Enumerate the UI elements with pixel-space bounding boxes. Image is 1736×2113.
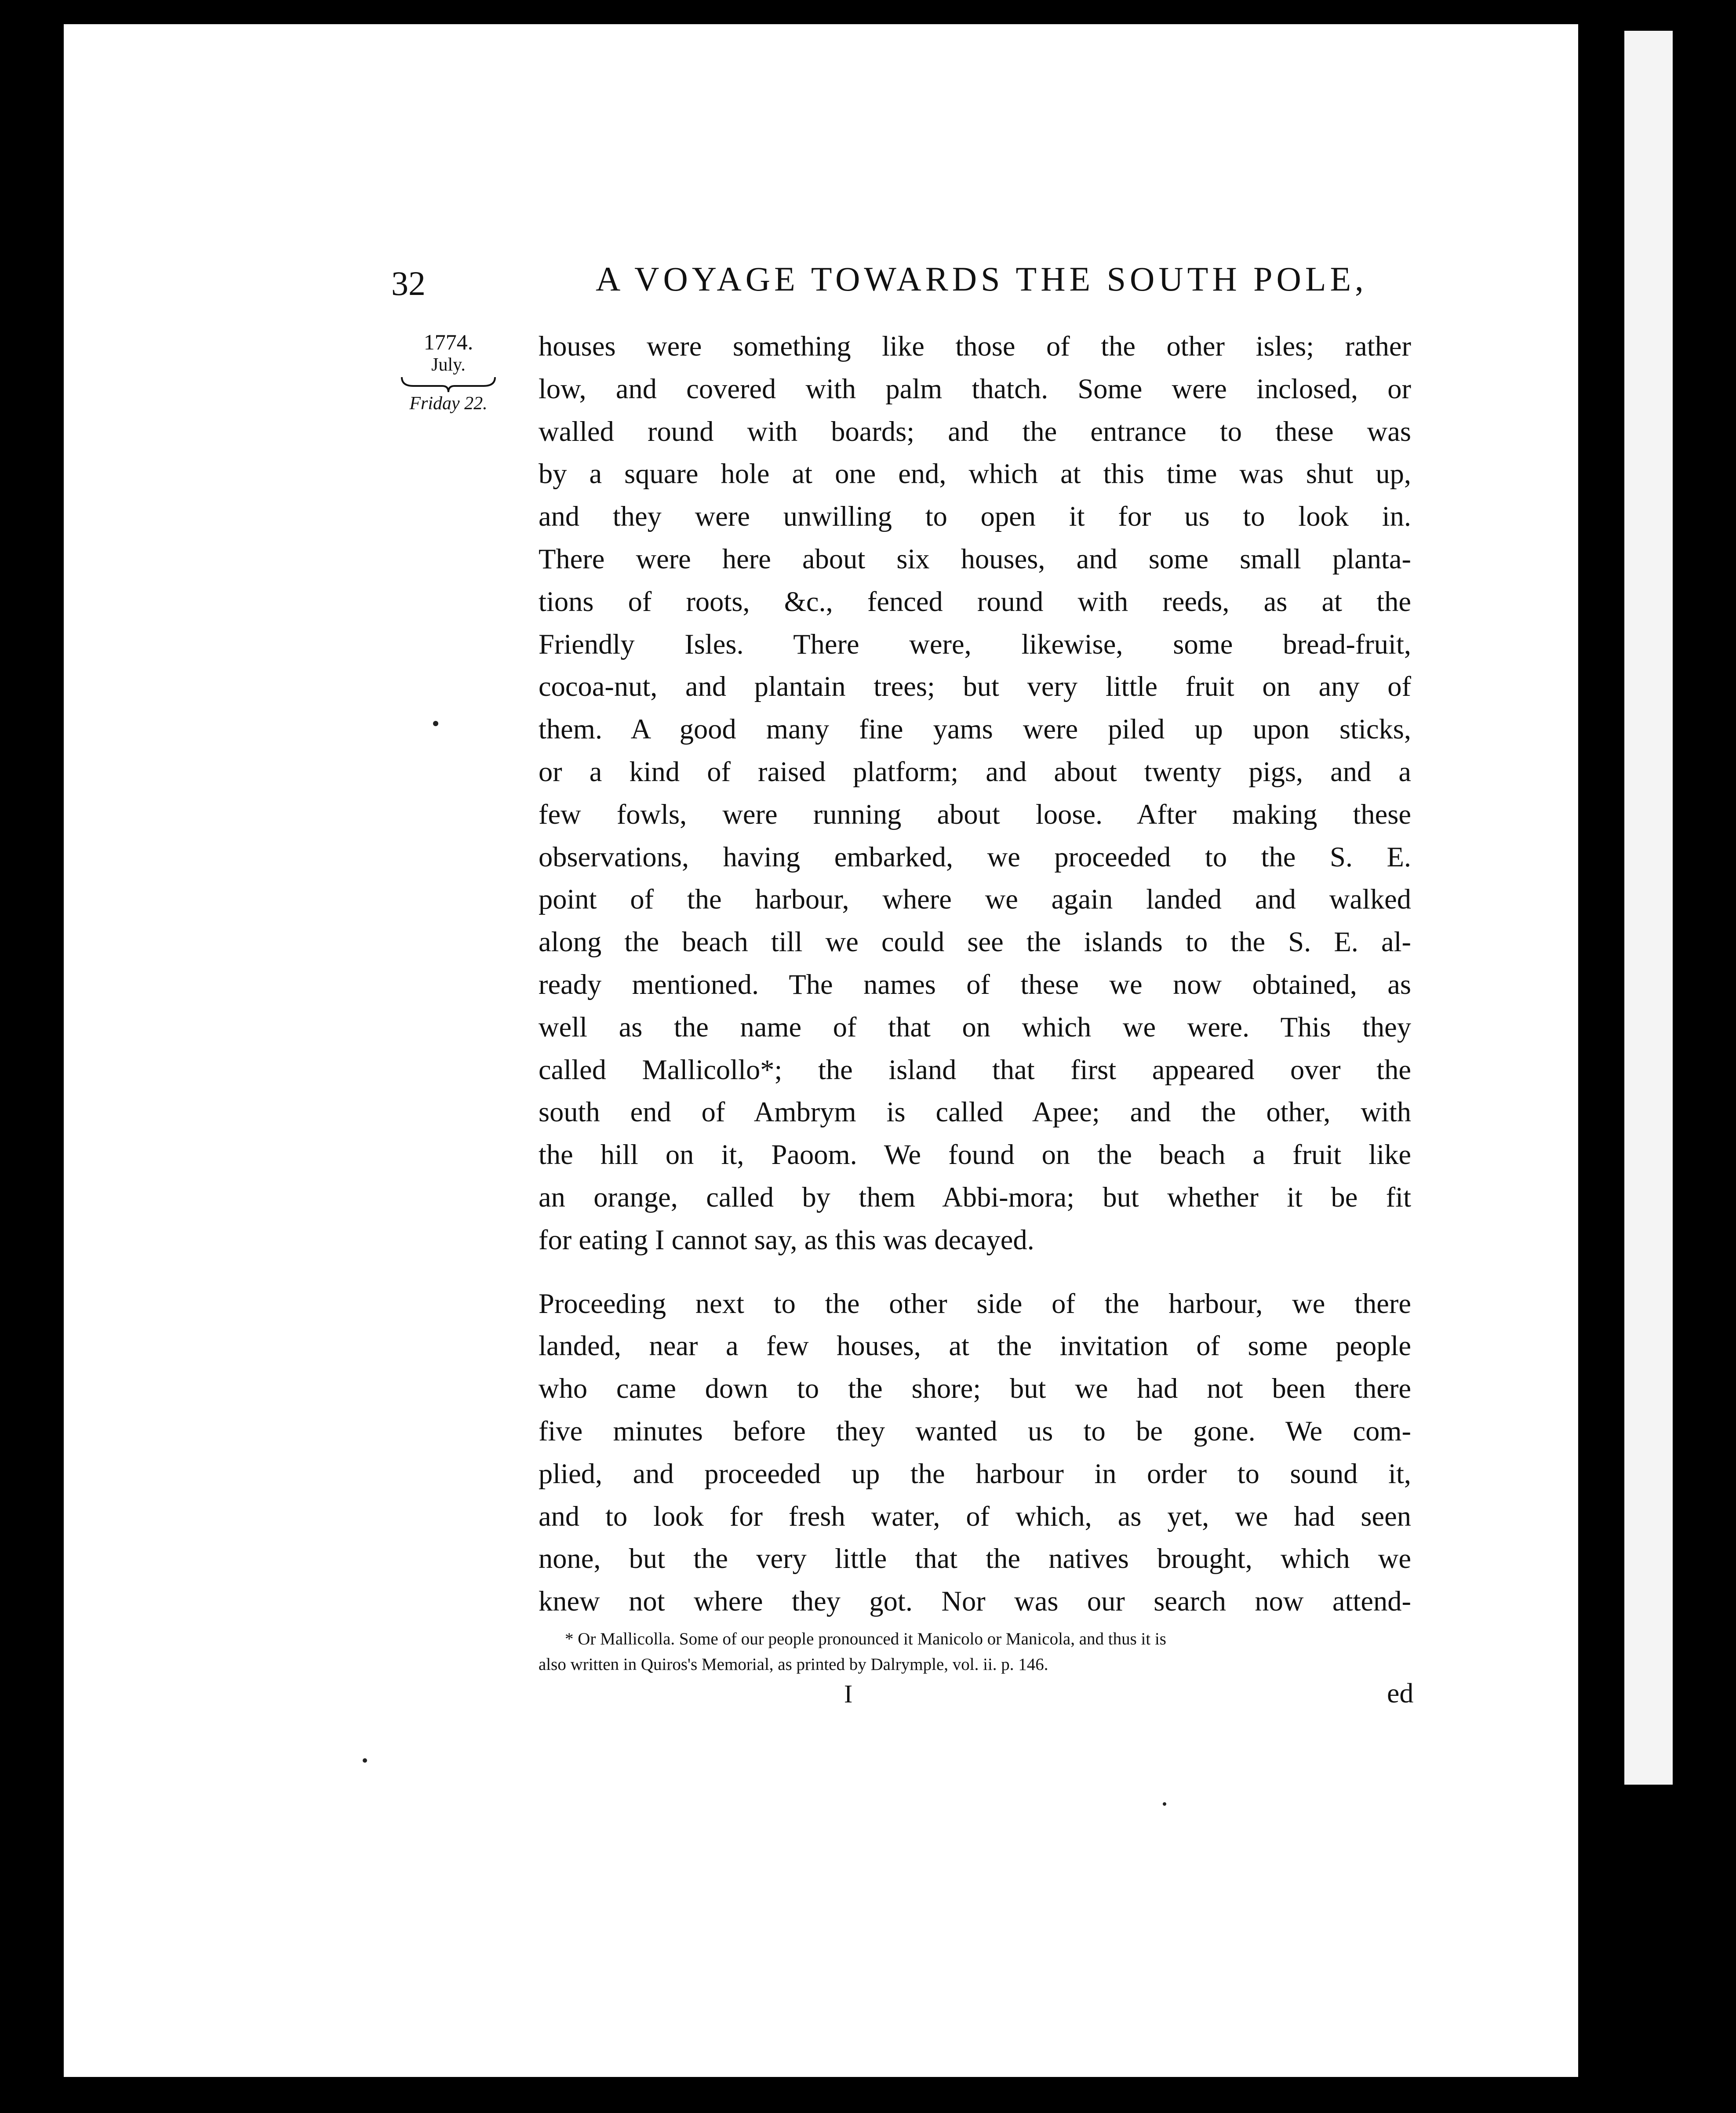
text-line: landed, near a few houses, at the invitation of some people <box>539 1330 1411 1362</box>
text-line: cocoa-nut, and plantain trees; but very little fruit on any of <box>539 671 1411 702</box>
margin-year: 1774. <box>423 330 473 354</box>
text-line: none, but the very little that the natives brought, which we <box>539 1543 1411 1575</box>
body-text <box>539 325 1411 1623</box>
footnote <box>539 1626 1411 1677</box>
text-line: who came down to the shore; but we had not been there <box>539 1373 1411 1404</box>
text-line: houses were something like those of the other isles; rather <box>539 331 1411 362</box>
text-line: and to look for fresh water, of which, as yet, we had seen <box>539 1500 1411 1532</box>
text-line: few fowls, were running about loose. After making these <box>539 798 1411 830</box>
text-line: tions of roots, &c., fenced round with reeds, as at the <box>539 586 1411 617</box>
text-line: There were here about six houses, and some small planta- <box>539 543 1411 575</box>
brace-icon <box>400 375 497 393</box>
text-line: well as the name of that on which we were. This they <box>539 1011 1411 1043</box>
text-line: and they were unwilling to open it for us to look in. <box>539 501 1411 532</box>
ink-speck <box>433 721 438 726</box>
text-line: along the beach till we could see the islands to the S. E. al- <box>539 926 1411 958</box>
running-title: A VOYAGE TOWARDS THE SOUTH POLE, <box>596 260 1368 298</box>
text-line: Proceeding next to the other side of the harbour, we there <box>539 1287 1411 1319</box>
margin-note <box>393 330 503 414</box>
text-line: low, and covered with palm thatch. Some were inclosed, or <box>539 373 1411 404</box>
text-line: the hill on it, Paoom. We found on the beach a fruit like <box>539 1139 1411 1171</box>
text-line: by a square hole at one end, which at this time was shut up, <box>539 458 1411 490</box>
text-line: them. A good many fine yams were piled up upon sticks, <box>539 713 1411 745</box>
ink-speck <box>1163 1802 1166 1806</box>
text-line: five minutes before they wanted us to be gone. We com- <box>539 1415 1411 1447</box>
footnote-line: * Or Mallicolla. Some of our people pronounced it Manicolo or Manicola, and thus it is <box>565 1629 1166 1648</box>
paragraph-1 <box>539 325 1411 1262</box>
text-line: south end of Ambrym is called Apee; and the other, with <box>539 1096 1411 1128</box>
text-line: point of the harbour, where we again landed and walked <box>539 884 1411 915</box>
catchword: ed <box>1387 1677 1414 1709</box>
text-line: plied, and proceeded up the harbour in order to sound it, <box>539 1458 1411 1489</box>
text-line: walled round with boards; and the entrance to these was <box>539 415 1411 447</box>
text-line: observations, having embarked, we proceeded to the S. E. <box>539 841 1411 873</box>
signature-mark: I <box>844 1680 853 1708</box>
margin-day: Friday 22. <box>409 393 488 414</box>
text-line: Friendly Isles. There were, likewise, some bread-fruit, <box>539 628 1411 660</box>
text-line: an orange, called by them Abbi-mora; but whether it be fit <box>539 1181 1411 1213</box>
footnote-line: also written in Quiros's Memorial, as printed by Dalrymple, vol. ii. p. 146. <box>539 1655 1048 1674</box>
text-line: or a kind of raised platform; and about twenty pigs, and a <box>539 756 1411 787</box>
text-line: called Mallicollo*; the island that first appeared over the <box>539 1054 1411 1085</box>
page-header <box>0 259 1736 312</box>
paragraph-2 <box>539 1283 1411 1623</box>
text-line: for eating I cannot say, as this was decayed. <box>539 1224 1034 1255</box>
ink-speck <box>363 1758 367 1763</box>
text-line: knew not where they got. Nor was our search now attend- <box>539 1586 1411 1617</box>
page-number: 32 <box>391 264 426 302</box>
text-line: ready mentioned. The names of these we now obtained, as <box>539 968 1411 1000</box>
margin-month: July. <box>431 355 466 375</box>
